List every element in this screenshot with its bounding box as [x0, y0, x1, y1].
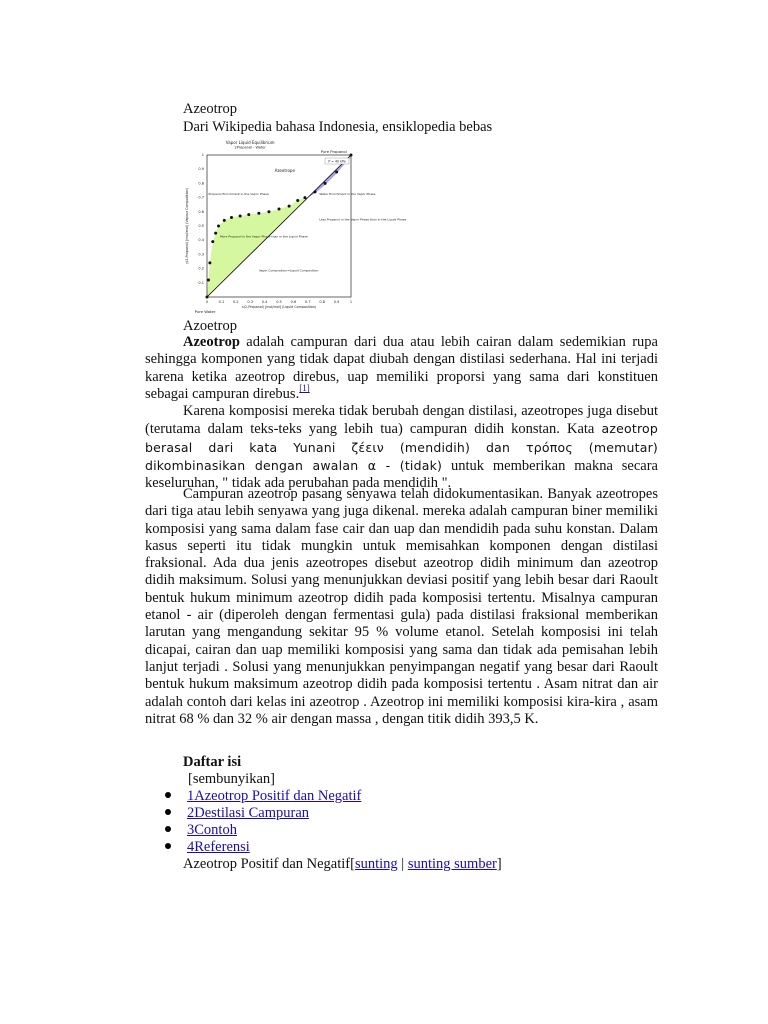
bullet-icon — [165, 792, 171, 798]
y-tick-label: 0.5 — [198, 224, 204, 228]
toc-item — [165, 839, 250, 856]
etymology-text-a: Karena komposisi mereka tidak berubah dengan distilasi, azeotropes juga disebut (terutama dalam teks-teks yang lebih tua) campuran didih konstan. Kata — [145, 403, 658, 438]
data-point — [314, 190, 317, 193]
page-title: Azeotrop — [183, 101, 237, 117]
edit-source-link[interactable]: sunting sumber — [407, 856, 497, 872]
bullet-icon — [165, 809, 171, 815]
x-tick-label: 0.6 — [290, 300, 297, 304]
y-tick-label: 0.9 — [198, 167, 204, 172]
data-point — [211, 240, 214, 243]
y-tick-label: 1 — [201, 153, 204, 157]
data-point — [267, 210, 270, 213]
annotation-propanol-enrichment: Propanol Enrichment in the Vapor Phase — [208, 191, 269, 196]
reference-link[interactable]: [1] — [299, 382, 310, 393]
vle-chart — [183, 137, 407, 315]
paragraph-types — [145, 486, 658, 728]
chart-subtitle: 2Propanol - Water — [234, 145, 266, 150]
annotation-water-enrichment: Water Enrichment in the Vapor Phase — [319, 191, 376, 196]
toc-item — [165, 788, 361, 805]
types-text: Campuran azeotrop pasang senyawa telah didokumentasikan. Banyak azeotropes dari tiga atau lebih senyawa yang juga dikenal. mereka adalah campuran biner memiliki komposisi yang sama dalam fase cair dan uap dan mendidih pada suhu konstan. Dalam kasus seperti itu tidak mungkin untuk memisahkan komponen dengan distilasi fraksional. Ada dua jenis azeotropes disebut azeotrop didih minimum dan azeotrop didih maksimum. Solusi yang menunjukkan deviasi positif yang lebih besar dari Raoult bentuk hukum minimum azeotrop didih pada komposisi tertentu. Misalnya campuran etanol - air (diperoleh dengan fermentasi gula) pada distilasi fraksional memberikan larutan yang mengandung sekitar 95 % volume etanol. Setelah komposisi ini telah dicapai, cairan dan uap memiliki komposisi yang sama dan tidak ada pemisahan lebih lanjut terjadi . Solusi yang menunjukkan penyimpangan negatif yang besar dari Raoult bentuk hukum maksimum azeotrop didih pada komposisi tertentu . Asam nitrat dan air adalah contoh dari kelas ini azeotrop . Azeotrop ini memiliki komposisi kira-kira , asam nitrat 68 % dan 32 % air dengan massa , dengan titik didih 393,5 K. — [145, 486, 658, 727]
annotation-pure-propanol: Pure Propanol — [320, 149, 347, 154]
x-tick-label: 0.4 — [261, 300, 268, 304]
y-tick-label: 0.4 — [198, 238, 204, 243]
y-tick-label: 0.1 — [198, 280, 204, 285]
bracket-close: ] — [496, 856, 502, 872]
paragraph-intro — [145, 334, 658, 403]
chart-title: Vapor Liquid Equilibrium — [225, 140, 275, 145]
x-tick-label: 0.9 — [333, 300, 340, 304]
data-point — [303, 196, 306, 199]
data-point — [206, 296, 209, 299]
data-point — [214, 232, 217, 235]
x-axis-label: x(2-Propanol) [mol/mol] (Liquid Composition) — [241, 305, 317, 309]
figure-caption: Azoetrop — [183, 318, 237, 334]
toc-item — [165, 805, 309, 822]
y-tick-label: 0.7 — [198, 195, 204, 200]
annotation-pure-water: Pure Water — [194, 309, 216, 314]
x-tick-label: 0.8 — [319, 300, 325, 304]
toc-title: Daftar isi — [183, 754, 242, 770]
y-axis-label: y(2-Propanol) [mol/mol] (Vapour Composition) — [185, 187, 189, 265]
term-bold: Azeotrop — [183, 334, 240, 350]
data-point — [239, 215, 242, 218]
y-tick-label: 0.6 — [198, 209, 204, 214]
data-point — [288, 205, 291, 208]
data-point — [208, 261, 211, 264]
edit-separator: | — [397, 856, 408, 872]
data-point — [278, 207, 281, 210]
data-point — [324, 182, 327, 185]
intro-text: adalah campuran dari dua atau lebih cairan dalam sedemikian rupa sehingga komponen yang tidak dapat diubah dengan distilasi sederhana. Hal ini terjadi karena ketika azeotrop direbus, uap memiliki proporsi yang sama dari konstituen sebagai campuran direbus. — [145, 334, 658, 402]
y-tick-label: 0.8 — [198, 181, 204, 186]
x-tick-label: 0.1 — [218, 300, 225, 304]
legend-label: P = 40 kPa — [328, 159, 346, 164]
edit-link[interactable]: sunting — [354, 856, 398, 872]
toc-item — [165, 822, 237, 839]
annotation-less-propanol: Less Propanol in the Vapor Phase than in the Liquid Phase — [319, 217, 407, 222]
y-tick-label: 0.2 — [198, 266, 204, 271]
x-tick-label: 1 — [349, 300, 353, 304]
data-point — [217, 225, 220, 228]
section-heading — [183, 856, 502, 873]
toc-toggle[interactable]: [sembunyikan] — [188, 771, 275, 787]
data-point — [335, 171, 338, 174]
data-point — [257, 212, 260, 215]
annotation-azeotrope: Azeotrope — [274, 168, 295, 174]
paragraph-etymology — [145, 403, 658, 492]
etymology-text-c: untuk memberikan makna secara keseluruhan, " tidak ada perubahan pada mendidih ". — [145, 457, 658, 492]
data-point — [350, 154, 353, 157]
toc-link-positif-negatif[interactable]: 1Azeotrop Positif dan Negatif — [187, 788, 362, 804]
data-point — [230, 216, 233, 219]
data-point — [247, 213, 250, 216]
y-tick-label: 0.3 — [198, 252, 204, 257]
toc-link-contoh[interactable]: 3Contoh — [187, 822, 237, 838]
bracket-open: [ — [350, 856, 355, 872]
section-heading-text: Azeotrop Positif dan Negatif — [183, 856, 351, 872]
data-point — [223, 219, 226, 222]
bullet-icon — [165, 826, 171, 832]
annotation-equal-composition: Vapor Composition=Liquid Composition — [258, 268, 319, 273]
x-tick-label: 0.7 — [305, 300, 311, 304]
annotation-more-propanol: More Propanol in the Vapor Phase than in the Liquid Phase — [219, 234, 308, 239]
x-tick-label: 0 — [205, 300, 209, 304]
toc-link-referensi[interactable]: 4Referensi — [187, 839, 250, 855]
data-point — [207, 278, 210, 281]
toc-link-destilasi[interactable]: 2Destilasi Campuran — [187, 805, 310, 821]
page-subtitle: Dari Wikipedia bahasa Indonesia, ensiklopedia bebas — [183, 119, 493, 135]
x-tick-label: 0.5 — [276, 300, 282, 304]
data-point — [296, 199, 299, 202]
etymology-greek: azeotrop berasal dari kata Yunani ζέειν (mendidih) dan τρόπος (memutar) dikombinasikan dengan awalan α - (tidak) — [145, 421, 659, 473]
bullet-icon — [165, 843, 171, 849]
x-tick-label: 0.2 — [233, 300, 239, 304]
x-tick-label: 0.3 — [247, 300, 253, 304]
